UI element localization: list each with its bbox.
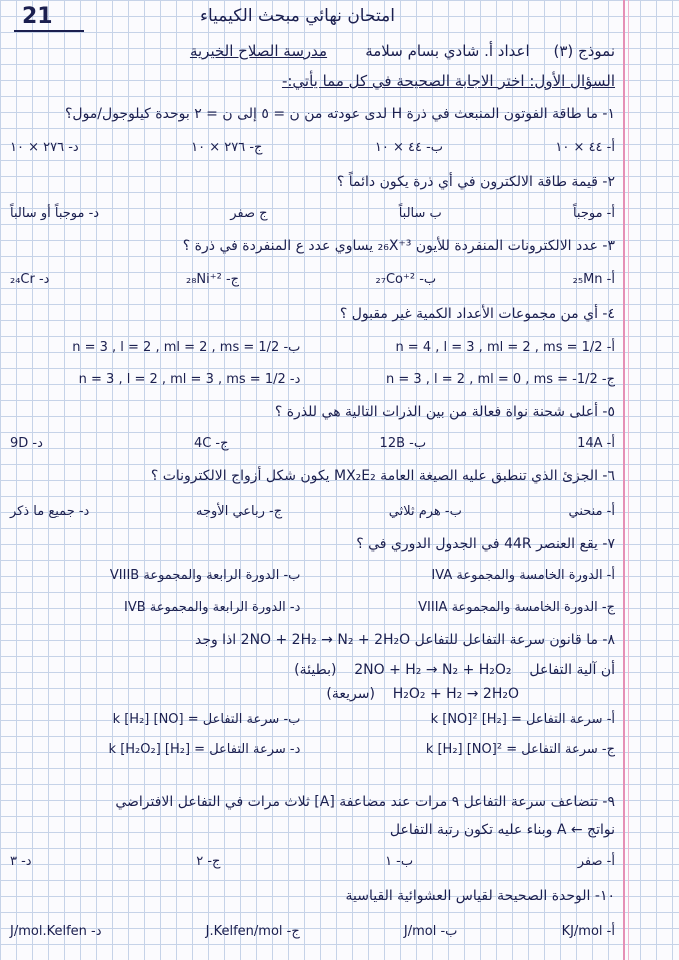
- step-1-equation: 2NO + H₂ → N₂ + H₂O₂: [354, 662, 512, 678]
- question-5: ٥- أعلى شحنة نواة فعالة من بين الذرات التالية هي للذرة ؟: [274, 404, 615, 420]
- option-b[interactable]: ب- 12B: [379, 436, 427, 451]
- option-b[interactable]: ب- n = 3 , l = 2 , ml = 2 , ms = 1/2: [72, 340, 301, 355]
- option-b[interactable]: ب- سرعة التفاعل = k [H₂] [NO]: [112, 712, 301, 727]
- question-7: ٧- يقع العنصر 44R في الجدول الدوري في ؟: [356, 536, 615, 552]
- question-8-options-row2: [10, 742, 615, 757]
- option-d[interactable]: د- الدورة الرابعة والمجموعة IVB: [124, 600, 301, 615]
- option-c[interactable]: ج- ٢٧٦ × ١٠: [191, 140, 263, 155]
- option-d[interactable]: د- ₂₄Cr: [10, 272, 50, 287]
- question-8-options-row1: [10, 712, 615, 727]
- page-number: 21: [22, 4, 53, 29]
- section-title: السؤال الأول: اختر الاجابة الصحيحة في كل مما يأتي:-: [281, 72, 615, 90]
- option-a[interactable]: أ- ٤٤ × ١٠: [555, 140, 615, 155]
- exam-title: امتحان نهائي مبحث الكيمياء: [200, 6, 395, 26]
- question-8-mechanism-step1: [10, 662, 615, 678]
- option-d[interactable]: د- جميع ما ذكر: [10, 504, 90, 519]
- question-9: ٩- تتضاعف سرعة التفاعل ٩ مرات عند مضاعفة [A] ثلاث مرات في التفاعل الافتراضي: [115, 794, 615, 810]
- option-c[interactable]: ج- ٢: [196, 854, 221, 869]
- option-d[interactable]: د- J/mol.Kelfen: [10, 924, 102, 939]
- school-label: مدرسة الصلاح الخيرية: [189, 42, 328, 60]
- option-d[interactable]: د- ٣: [10, 854, 32, 869]
- question-9-options: [10, 854, 615, 869]
- option-a[interactable]: أ- موجباً: [572, 206, 615, 221]
- option-a[interactable]: أ- 14A: [577, 436, 615, 451]
- option-b[interactable]: ب- ٤٤ × ١٠: [374, 140, 444, 155]
- option-d[interactable]: د- 9D: [10, 436, 43, 451]
- option-d[interactable]: د- موجباً أو سالباً: [10, 206, 100, 221]
- header-line: [10, 42, 615, 60]
- question-5-options: [10, 436, 615, 451]
- option-c[interactable]: ج صفر: [230, 206, 268, 221]
- option-c[interactable]: ج- J.Kelfen/mol: [205, 924, 300, 939]
- margin-line-secondary: [628, 0, 629, 960]
- question-8-mechanism-step2: [10, 686, 615, 702]
- author-label: اعداد أ. شادي بسام سلامة: [365, 42, 530, 60]
- question-2-options: [10, 206, 615, 221]
- question-1-options: [10, 140, 615, 155]
- step-2-label: (سريعة): [326, 686, 375, 702]
- question-6-options: [10, 504, 615, 519]
- question-2: ٢- قيمة طاقة الالكترون في أي ذرة يكون دائماً ؟: [336, 174, 615, 190]
- question-7-options-row2: [10, 600, 615, 615]
- margin-line: [623, 0, 625, 960]
- question-4-options-row1: [10, 340, 615, 355]
- model-label: نموذج (٣): [553, 42, 615, 60]
- option-c[interactable]: ج- سرعة التفاعل = k [H₂] [NO]²: [425, 742, 615, 757]
- step-1-label: (بطيئة): [294, 662, 337, 678]
- question-10: ١٠- الوحدة الصحيحة لقياس العشوائية القياسية: [345, 888, 615, 904]
- option-c[interactable]: ج- n = 3 , l = 2 , ml = 0 , ms = -1/2: [385, 372, 615, 387]
- option-a[interactable]: أ- سرعة التفاعل = k [NO]² [H₂]: [430, 712, 615, 727]
- option-c[interactable]: ج- ₂₈Ni⁺²: [185, 272, 240, 287]
- option-d[interactable]: د- n = 3 , l = 2 , ml = 3 , ms = 1/2: [78, 372, 301, 387]
- question-9-continued: نواتج ← A وبناء عليه تكون رتبة التفاعل: [389, 822, 615, 838]
- option-a[interactable]: أ- n = 4 , l = 3 , ml = 2 , ms = 1/2: [395, 340, 615, 355]
- page-number-underline: [14, 30, 84, 32]
- mechanism-intro: أن آلية التفاعل: [529, 662, 615, 678]
- question-4: ٤- أي من مجموعات الأعداد الكمية غير مقبول ؟: [339, 306, 615, 322]
- question-1: ١- ما طاقة الفوتون المنبعث في ذرة H لدى عودته من ن = ٥ إلى ن = ٢ بوحدة كيلوجول/مول؟: [64, 106, 615, 122]
- option-c[interactable]: ج- رباعي الأوجه: [196, 504, 283, 519]
- option-a[interactable]: أ- صفر: [577, 854, 615, 869]
- option-b[interactable]: ب- هرم ثلاثي: [388, 504, 462, 519]
- option-b[interactable]: ب- الدورة الرابعة والمجموعة VIIIB: [109, 568, 301, 583]
- option-d[interactable]: د- سرعة التفاعل = k [H₂O₂] [H₂]: [108, 742, 301, 757]
- option-b[interactable]: ب سالباً: [398, 206, 442, 221]
- option-b[interactable]: ب- ₂₇Co⁺²: [375, 272, 437, 287]
- question-8: ٨- ما قانون سرعة التفاعل للتفاعل 2NO + 2H₂ → N₂ + 2H₂O اذا وجد: [194, 632, 615, 648]
- option-a[interactable]: أ- KJ/mol: [561, 924, 615, 939]
- question-7-options-row1: [10, 568, 615, 583]
- question-3-options: [10, 272, 615, 287]
- option-a[interactable]: أ- منحني: [568, 504, 615, 519]
- question-10-options: [10, 924, 615, 939]
- option-c[interactable]: ج- الدورة الخامسة والمجموعة VIIIA: [418, 600, 615, 615]
- question-6: ٦- الجزئ الذي تنطبق عليه الصيغة العامة MX₂E₂ يكون شكل أزواج الالكترونات ؟: [150, 468, 615, 484]
- option-c[interactable]: ج- 4C: [193, 436, 229, 451]
- option-d[interactable]: د- ٢٧٦ × ١٠: [10, 140, 79, 155]
- option-a[interactable]: أ- ₂₅Mn: [572, 272, 615, 287]
- question-3: ٣- عدد الالكترونات المنفردة للأيون ₂₆X⁺³ يساوي عدد ع المنفردة في ذرة ؟: [182, 238, 615, 254]
- option-a[interactable]: أ- الدورة الخامسة والمجموعة IVA: [431, 568, 615, 583]
- option-b[interactable]: ب- J/mol: [403, 924, 458, 939]
- question-4-options-row2: [10, 372, 615, 387]
- step-2-equation: H₂O₂ + H₂ → 2H₂O: [392, 686, 519, 702]
- option-b[interactable]: ب- ١: [385, 854, 414, 869]
